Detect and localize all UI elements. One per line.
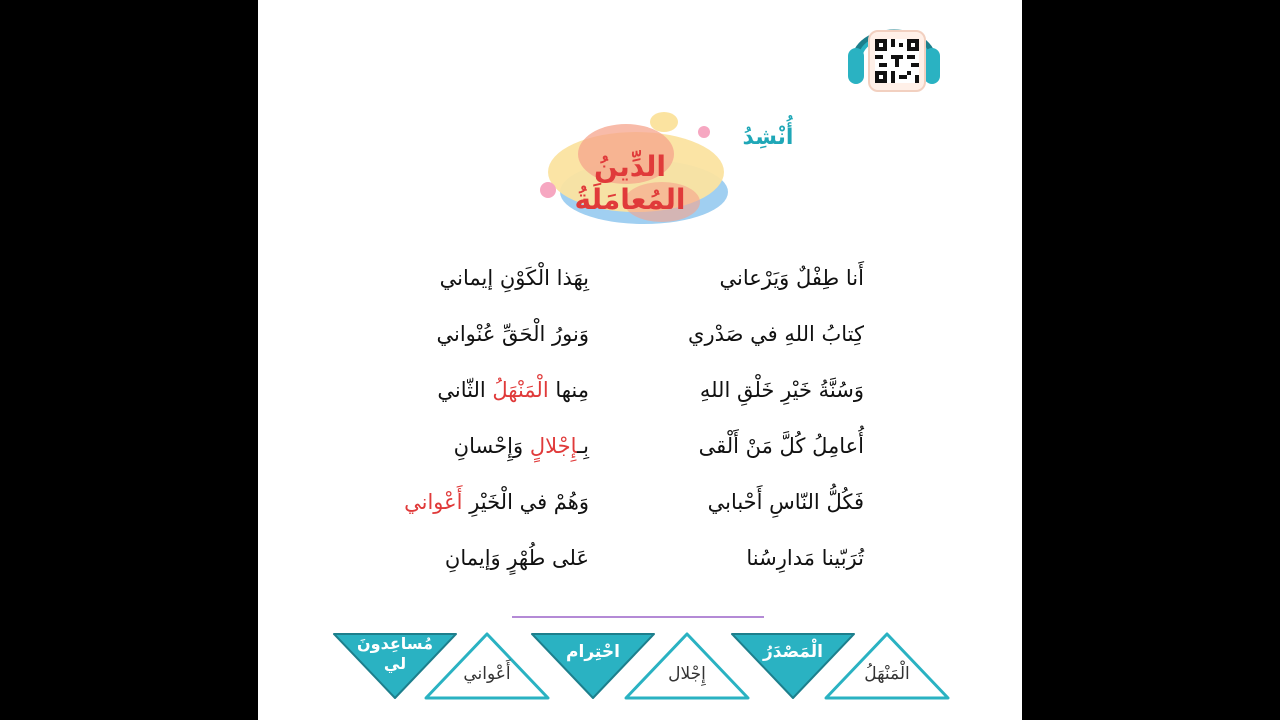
highlighted-word: الْمَنْهَلُ [492, 378, 549, 402]
poem-hemistich-right: أَنا طِفْلٌ وَيَرْعاني [719, 266, 864, 290]
vocab-meaning-line: مُساعِدونَ [357, 634, 433, 653]
poem-hemistich-left: وَنورُ الْحَقِّ عُنْواني [436, 322, 589, 346]
poem-hemistich-right: تُرَبّينا مَدارِسُنا [746, 546, 864, 570]
poem-hemistich-left [404, 490, 589, 514]
vocab-meaning-line: لي [383, 654, 407, 673]
poem-row [404, 362, 864, 418]
textbook-page [258, 0, 1022, 720]
poem-hemistich-right: فَكُلُّ النّاسِ أَحْبابي [707, 490, 864, 514]
vocab-word: إِجْلال [668, 664, 706, 684]
vocab-meaning [330, 634, 460, 674]
poem-hemistich-right: أُعامِلُ كُلَّ مَنْ أَلْقى [698, 434, 864, 458]
poem [404, 250, 864, 586]
poem-text: مِنها [548, 378, 589, 402]
highlighted-word: أَعْواني [404, 490, 463, 514]
poem-text: وَإِحْسانِ [453, 434, 530, 458]
vocab-word: أَعْواني [463, 664, 511, 684]
poem-row [404, 250, 864, 306]
poem-hemistich-left [404, 378, 589, 402]
poem-row [404, 418, 864, 474]
poem-hemistich-right: وَسُنَّةُ خَيْرِ خَلْقِ اللهِ [699, 378, 864, 402]
vocab-word: الْمَنْهَلُ [864, 664, 910, 684]
audio-qr-widget[interactable] [846, 2, 942, 94]
vocabulary-strip [328, 630, 952, 708]
poem-row [404, 530, 864, 586]
divider [512, 616, 764, 618]
section-label: أُنْشِدُ [742, 125, 794, 150]
page-title: الدِّينُ المُعامَلَةُ [574, 150, 686, 216]
poem-hemistich-left: بِهَذا الْكَوْنِ إيماني [439, 266, 589, 290]
poem-text: وَهُمْ في الْخَيْرِ [462, 490, 589, 514]
vocab-meaning-card[interactable] [330, 630, 460, 702]
qr-code-icon[interactable] [868, 30, 926, 92]
poem-hemistich-left: عَلى طُهْرٍ وَإيمانِ [444, 546, 589, 570]
poem-hemistich-right: كِتابُ اللهِ في صَدْري [688, 322, 864, 346]
vocab-meaning: الْمَصْدَرُ [763, 642, 823, 662]
highlighted-word: إِجْلالٍ [529, 434, 577, 458]
poem-text: الثّاني [437, 378, 493, 402]
poem-row [404, 306, 864, 362]
poem-hemistich-left [404, 434, 589, 458]
vocab-meaning: احْتِرام [566, 642, 620, 662]
poem-text: بِـ [577, 434, 589, 458]
poem-row [404, 474, 864, 530]
